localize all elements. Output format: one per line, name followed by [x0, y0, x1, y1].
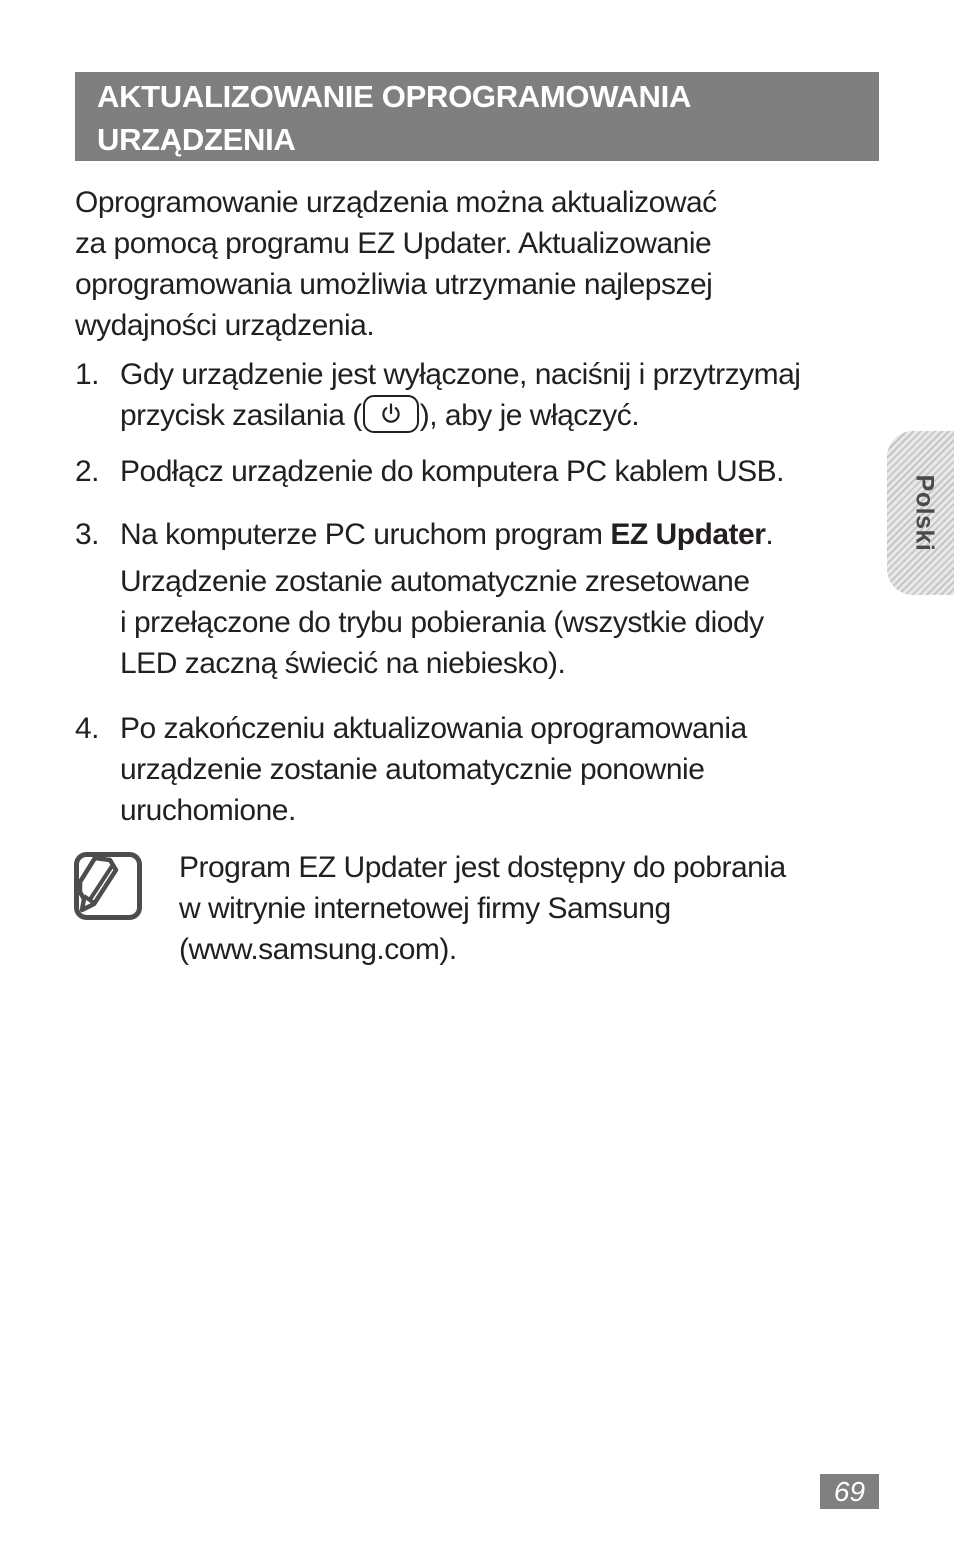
- note-line: w witrynie internetowej firmy Samsung: [179, 892, 671, 925]
- step-3: [75, 514, 875, 684]
- intro-paragraph: [75, 182, 865, 346]
- note-line: Program EZ Updater jest dostępny do pobrania: [179, 851, 786, 884]
- step-text-line2: [120, 395, 875, 436]
- step-text: .: [765, 518, 774, 551]
- page-number: 69: [820, 1474, 879, 1509]
- step-number: 1.: [75, 358, 100, 391]
- language-tab-label: Polski: [910, 474, 939, 552]
- note-pencil-icon: [74, 852, 144, 922]
- step-2: [75, 451, 875, 492]
- step-text: Na komputerze PC uruchom program: [120, 518, 611, 551]
- section-title-line-2: URZĄDZENIA: [97, 122, 296, 157]
- step-4: [75, 708, 875, 831]
- step-text: uruchomione.: [120, 794, 296, 827]
- step-sub-line: i przełączone do trybu pobierania (wszystkie diody: [120, 606, 764, 639]
- step-number: 4.: [75, 712, 100, 745]
- intro-line: za pomocą programu EZ Updater. Aktualizowanie: [75, 227, 712, 260]
- step-text: ), aby je włączyć.: [419, 399, 640, 432]
- step-sub-paragraph: [120, 561, 875, 684]
- intro-line: wydajności urządzenia.: [75, 309, 375, 342]
- step-sub-line: Urządzenie zostanie automatycznie zresetowane: [120, 565, 750, 598]
- intro-line: Oprogramowanie urządzenia można aktualizować: [75, 186, 717, 219]
- intro-line: oprogramowania umożliwia utrzymanie najlepszej: [75, 268, 713, 301]
- step-text: przycisk zasilania (: [120, 399, 362, 432]
- step-number: 2.: [75, 455, 100, 488]
- step-number: 3.: [75, 518, 100, 551]
- step-text: Gdy urządzenie jest wyłączone, naciśnij i przytrzymaj: [120, 358, 801, 391]
- step-text-line1: [120, 514, 875, 555]
- step-1: [75, 354, 875, 436]
- note-text: [179, 847, 869, 970]
- program-name: EZ Updater: [610, 518, 766, 551]
- step-text: Podłącz urządzenie do komputera PC kablem USB.: [120, 455, 785, 488]
- step-sub-line: LED zaczną świecić na niebiesko).: [120, 647, 566, 680]
- step-text: Po zakończeniu aktualizowania oprogramowania: [120, 712, 747, 745]
- section-title-bar: [75, 72, 879, 161]
- section-title-line-1: AKTUALIZOWANIE OPROGRAMOWANIA: [97, 79, 692, 114]
- power-key-icon: [363, 395, 419, 433]
- step-text: urządzenie zostanie automatycznie ponownie: [120, 753, 705, 786]
- note-line: (www.samsung.com).: [179, 933, 457, 966]
